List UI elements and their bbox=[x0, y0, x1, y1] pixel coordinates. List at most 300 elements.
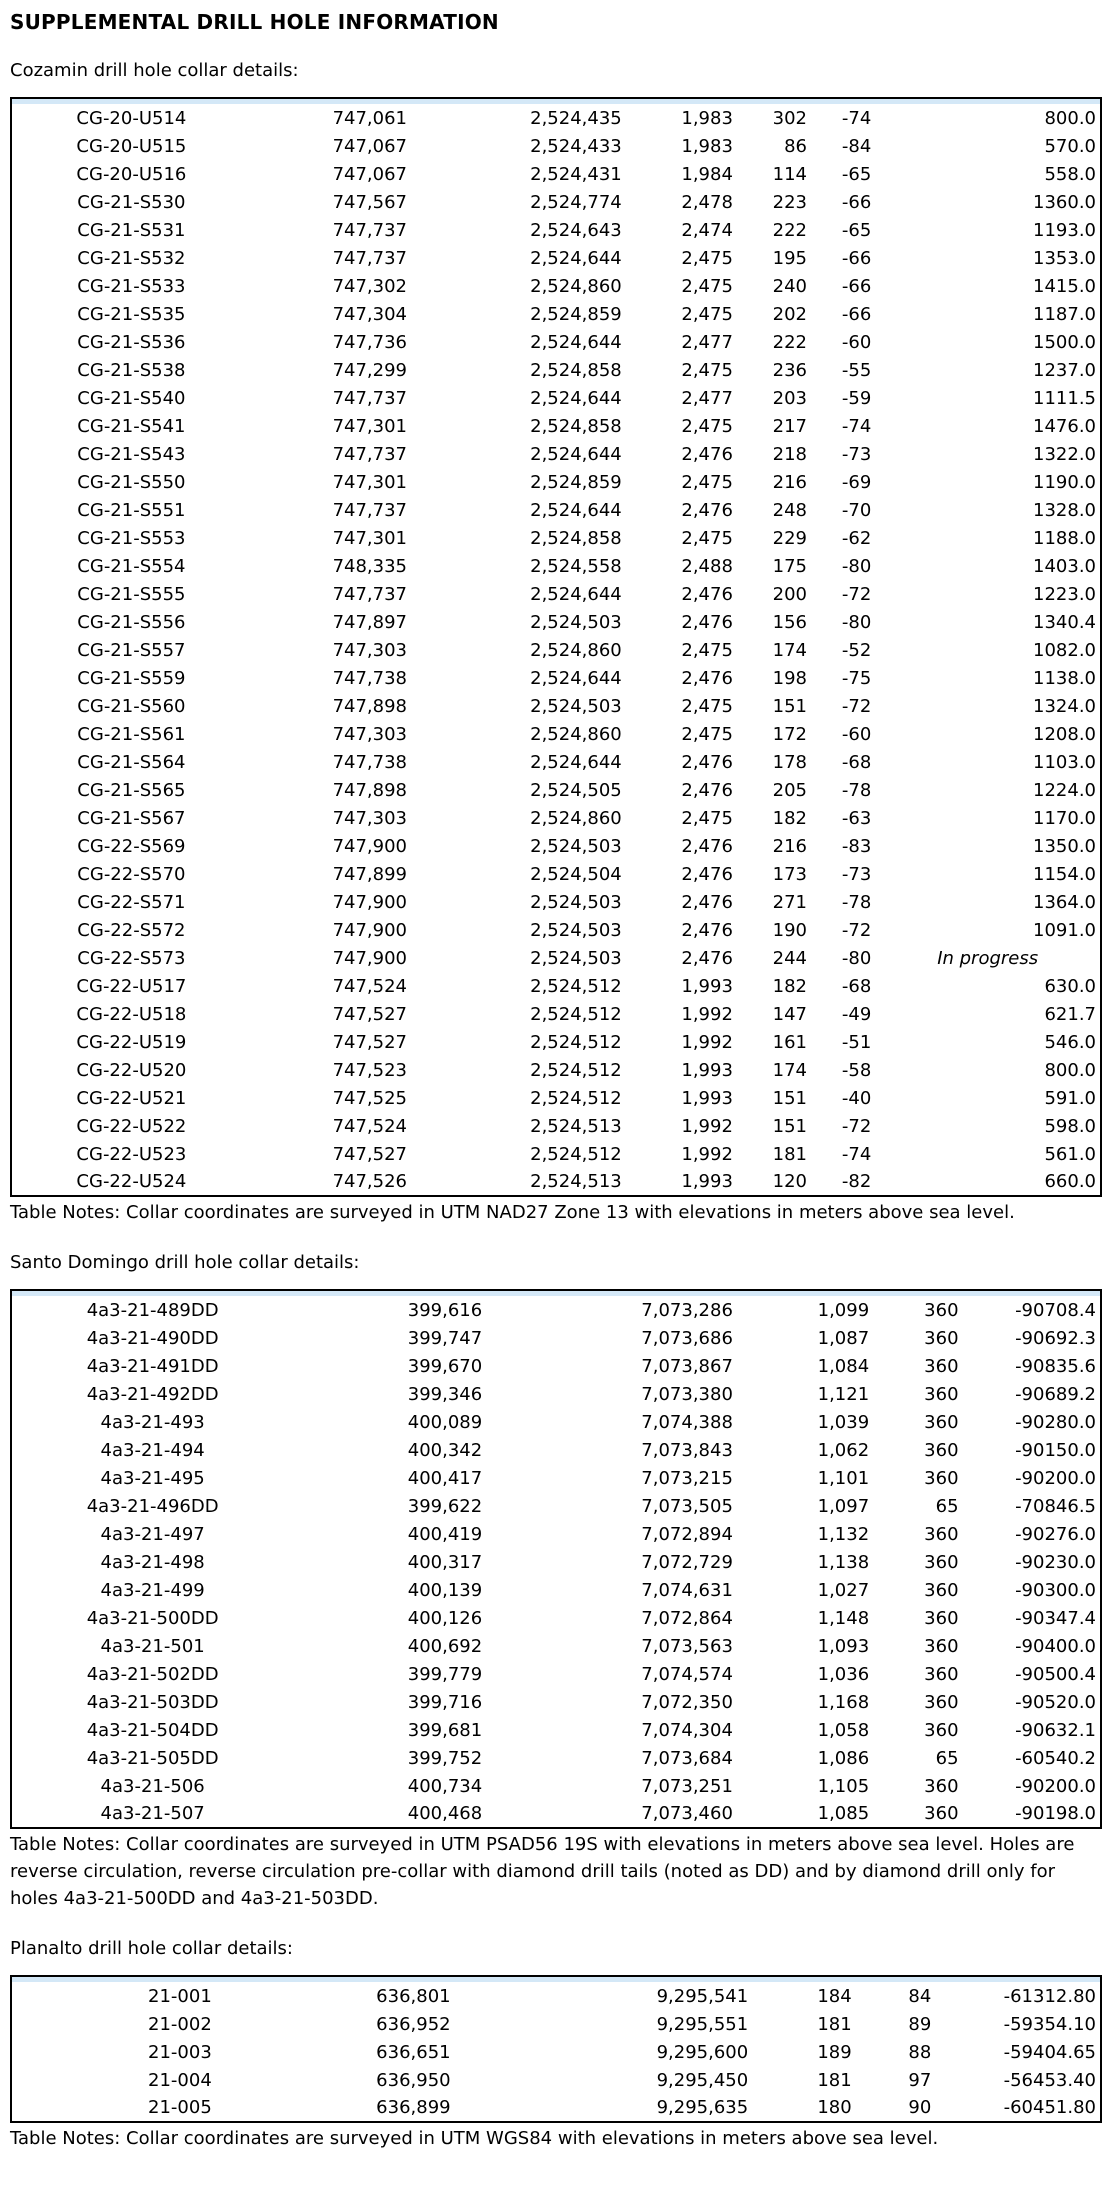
cell-elevation: 2,476 bbox=[681, 499, 733, 521]
cell-elevation: 1,099 bbox=[817, 1299, 870, 1321]
cell-dip: -66 bbox=[841, 275, 872, 297]
cell-azimuth: 216 bbox=[772, 471, 808, 493]
cell-easting: 747,737 bbox=[332, 387, 408, 409]
cell-azimuth: 360 bbox=[924, 1607, 959, 1629]
cell-azimuth: 271 bbox=[772, 891, 808, 913]
cell-azimuth: 65 bbox=[935, 1747, 959, 1769]
cell-dip-depth: -90150.0 bbox=[1015, 1439, 1096, 1461]
table-row bbox=[11, 552, 1101, 580]
cell-easting: 636,952 bbox=[376, 2013, 451, 2035]
cell-easting: 399,346 bbox=[407, 1383, 483, 1405]
table-row bbox=[11, 188, 1101, 216]
cell-northing: 2,524,644 bbox=[530, 387, 622, 409]
cell-dip: -78 bbox=[841, 891, 872, 913]
cell-dip: -70 bbox=[841, 499, 872, 521]
cell-northing: 2,524,513 bbox=[530, 1115, 622, 1137]
cell-azimuth: 147 bbox=[772, 1003, 808, 1025]
cell-dip-depth: -90200.0 bbox=[1015, 1775, 1096, 1797]
cell-northing: 2,524,503 bbox=[530, 891, 622, 913]
cell-easting: 399,670 bbox=[407, 1355, 483, 1377]
cell-dip-depth: -90689.2 bbox=[1015, 1383, 1096, 1405]
cell-easting: 747,067 bbox=[332, 163, 408, 185]
cell-dip: -66 bbox=[841, 191, 872, 213]
table-row bbox=[11, 804, 1101, 832]
cell-depth: 1364.0 bbox=[1033, 891, 1096, 913]
cell-hole-id: 4a3-21-498 bbox=[100, 1551, 205, 1573]
cell-northing: 9,295,635 bbox=[656, 2097, 749, 2118]
cell-dip: -72 bbox=[841, 695, 872, 717]
cell-easting: 399,622 bbox=[407, 1495, 483, 1517]
cell-northing: 2,524,644 bbox=[530, 247, 622, 269]
cell-elevation: 2,475 bbox=[681, 247, 733, 269]
cell-dip: -60 bbox=[841, 723, 872, 745]
cell-azimuth: 88 bbox=[908, 2041, 932, 2063]
table-row bbox=[11, 1352, 1101, 1380]
cell-dip: -68 bbox=[841, 751, 872, 773]
cell-northing: 7,072,894 bbox=[641, 1523, 733, 1545]
cell-dip: -72 bbox=[841, 919, 872, 941]
cell-easting: 747,299 bbox=[332, 359, 408, 381]
cell-azimuth: 360 bbox=[924, 1551, 959, 1573]
cell-easting: 747,061 bbox=[332, 107, 408, 129]
cell-northing: 7,072,350 bbox=[641, 1691, 733, 1713]
cell-elevation: 1,983 bbox=[681, 135, 733, 157]
cell-hole-id: 4a3-21-493 bbox=[100, 1411, 205, 1433]
cell-dip: -73 bbox=[841, 443, 872, 465]
cell-hole-id: 4a3-21-501 bbox=[100, 1635, 205, 1657]
cell-hole-id: 4a3-21-497 bbox=[100, 1523, 205, 1545]
cell-depth: 1353.0 bbox=[1033, 247, 1096, 269]
cell-easting: 400,139 bbox=[407, 1579, 483, 1601]
table-row bbox=[11, 1576, 1101, 1604]
cell-azimuth: 360 bbox=[924, 1719, 959, 1741]
cell-depth: 621.7 bbox=[1044, 1003, 1096, 1025]
cell-dip-depth: -56453.40 bbox=[1003, 2069, 1096, 2091]
cell-northing: 7,073,505 bbox=[641, 1495, 733, 1517]
cell-elevation: 1,085 bbox=[817, 1803, 870, 1824]
cell-easting: 747,900 bbox=[332, 947, 408, 969]
cell-easting: 400,734 bbox=[407, 1775, 483, 1797]
cell-depth: 1187.0 bbox=[1033, 303, 1096, 325]
planalto-collar-table bbox=[10, 1975, 1102, 2123]
cell-hole-id: CG-22-U523 bbox=[76, 1143, 187, 1165]
cell-easting: 636,950 bbox=[376, 2069, 451, 2091]
cell-hole-id: CG-21-S550 bbox=[77, 471, 186, 493]
cell-easting: 747,527 bbox=[332, 1003, 408, 1025]
table-note-santo-domingo: Table Notes: Collar coordinates are surveyed in UTM PSAD56 19S with elevations in meters above sea level. Holes are reverse circulation, reverse circulation pre-collar with diamond drill tails (noted as DD) and by diamond drill only for holes 4a3-21-500DD and 4a3-21-503DD. bbox=[10, 1834, 1075, 1909]
cell-dip-depth: -90347.4 bbox=[1015, 1607, 1096, 1629]
cell-dip: -68 bbox=[841, 975, 872, 997]
cell-northing: 2,524,513 bbox=[530, 1171, 622, 1192]
cell-elevation: 1,138 bbox=[817, 1551, 870, 1573]
table-row bbox=[11, 412, 1101, 440]
cell-northing: 2,524,858 bbox=[530, 359, 622, 381]
cell-easting: 747,738 bbox=[332, 667, 408, 689]
table-note-cozamin: Table Notes: Collar coordinates are surveyed in UTM NAD27 Zone 13 with elevations in meters above sea level. bbox=[10, 1202, 1015, 1223]
table-row bbox=[11, 1982, 1101, 2010]
cell-hole-id: 4a3-21-499 bbox=[100, 1579, 205, 1601]
cell-easting: 747,736 bbox=[332, 331, 408, 353]
cell-hole-id: CG-21-S543 bbox=[77, 443, 186, 465]
cell-easting: 400,317 bbox=[407, 1551, 483, 1573]
cell-northing: 2,524,860 bbox=[530, 275, 622, 297]
cell-northing: 2,524,512 bbox=[530, 975, 622, 997]
table-row bbox=[11, 2094, 1101, 2122]
cell-dip: -72 bbox=[841, 583, 872, 605]
cell-depth: 1190.0 bbox=[1033, 471, 1096, 493]
cell-hole-id: CG-21-S536 bbox=[77, 331, 186, 353]
cell-depth: 1082.0 bbox=[1033, 639, 1096, 661]
cell-azimuth: 84 bbox=[908, 1985, 932, 2007]
cell-easting: 747,303 bbox=[332, 807, 408, 829]
table-row bbox=[11, 1492, 1101, 1520]
cell-easting: 747,302 bbox=[332, 275, 408, 297]
cell-hole-id: 4a3-21-505DD bbox=[86, 1747, 219, 1769]
cell-depth: 800.0 bbox=[1044, 1059, 1096, 1081]
cell-easting: 636,801 bbox=[376, 1985, 451, 2007]
cell-elevation: 2,476 bbox=[681, 919, 733, 941]
table-row bbox=[11, 860, 1101, 888]
cell-northing: 2,524,644 bbox=[530, 667, 622, 689]
cell-easting: 399,779 bbox=[407, 1663, 483, 1685]
cell-depth: 1091.0 bbox=[1033, 919, 1096, 941]
cell-azimuth: 302 bbox=[772, 107, 808, 129]
cell-northing: 2,524,512 bbox=[530, 1143, 622, 1165]
cell-azimuth: 198 bbox=[772, 667, 808, 689]
cell-northing: 2,524,859 bbox=[530, 303, 622, 325]
cell-hole-id: CG-21-S553 bbox=[77, 527, 186, 549]
cell-elevation: 1,086 bbox=[817, 1747, 870, 1769]
cell-hole-id: CG-21-S557 bbox=[77, 639, 186, 661]
table-row bbox=[11, 468, 1101, 496]
cell-hole-id: CG-22-S572 bbox=[77, 919, 186, 941]
cell-easting: 747,737 bbox=[332, 583, 408, 605]
cell-azimuth: 156 bbox=[772, 611, 808, 633]
table-row bbox=[11, 1380, 1101, 1408]
table-row bbox=[11, 160, 1101, 188]
cell-easting: 399,747 bbox=[407, 1327, 483, 1349]
cell-hole-id: 4a3-21-507 bbox=[100, 1803, 205, 1824]
cell-elevation: 2,475 bbox=[681, 807, 733, 829]
cell-elevation: 1,084 bbox=[817, 1355, 870, 1377]
cell-dip: -59 bbox=[841, 387, 872, 409]
cell-hole-id: CG-21-S565 bbox=[77, 779, 186, 801]
cell-elevation: 1,101 bbox=[817, 1467, 870, 1489]
cell-hole-id: CG-20-U515 bbox=[76, 135, 187, 157]
cell-dip: -40 bbox=[841, 1087, 872, 1109]
cell-easting: 747,738 bbox=[332, 751, 408, 773]
cell-northing: 7,073,460 bbox=[641, 1803, 733, 1824]
cell-northing: 2,524,858 bbox=[530, 415, 622, 437]
cell-elevation: 2,474 bbox=[681, 219, 733, 241]
cell-hole-id: CG-21-S560 bbox=[77, 695, 186, 717]
cell-depth: 1138.0 bbox=[1033, 667, 1096, 689]
cell-hole-id: 4a3-21-494 bbox=[100, 1439, 205, 1461]
cell-elevation: 1,148 bbox=[817, 1607, 870, 1629]
cell-dip-depth: -61312.80 bbox=[1003, 1985, 1096, 2007]
cell-hole-id: 21-005 bbox=[148, 2097, 212, 2118]
cell-elevation: 2,475 bbox=[681, 723, 733, 745]
cell-northing: 2,524,644 bbox=[530, 751, 622, 773]
cell-northing: 2,524,859 bbox=[530, 471, 622, 493]
cell-easting: 747,900 bbox=[332, 919, 408, 941]
cell-hole-id: 4a3-21-491DD bbox=[86, 1355, 219, 1377]
cell-northing: 2,524,431 bbox=[530, 163, 622, 185]
cell-hole-id: CG-21-S556 bbox=[77, 611, 186, 633]
cell-hole-id: CG-22-U520 bbox=[76, 1059, 187, 1081]
table-row bbox=[11, 944, 1101, 972]
table-row bbox=[11, 356, 1101, 384]
cell-elevation: 184 bbox=[817, 1985, 852, 2007]
cell-dip: -62 bbox=[841, 527, 872, 549]
cell-azimuth: 151 bbox=[772, 1115, 808, 1137]
cell-azimuth: 360 bbox=[924, 1383, 959, 1405]
cell-azimuth: 360 bbox=[924, 1691, 959, 1713]
cell-northing: 2,524,503 bbox=[530, 695, 622, 717]
section-label-cozamin: Cozamin drill hole collar details: bbox=[10, 60, 299, 81]
cell-elevation: 1,039 bbox=[817, 1411, 870, 1433]
cell-elevation: 2,476 bbox=[681, 835, 733, 857]
cell-easting: 400,417 bbox=[407, 1467, 483, 1489]
cell-northing: 9,295,551 bbox=[656, 2013, 749, 2035]
table-row bbox=[11, 1744, 1101, 1772]
cell-elevation: 1,984 bbox=[681, 163, 733, 185]
cell-hole-id: CG-21-S564 bbox=[77, 751, 186, 773]
cell-northing: 2,524,644 bbox=[530, 331, 622, 353]
table-row bbox=[11, 1324, 1101, 1352]
table-row bbox=[11, 1056, 1101, 1084]
cell-dip: -84 bbox=[841, 135, 872, 157]
cell-northing: 7,073,867 bbox=[641, 1355, 733, 1377]
cell-dip-depth: -70846.5 bbox=[1015, 1495, 1096, 1517]
cell-azimuth: 229 bbox=[772, 527, 808, 549]
cell-azimuth: 223 bbox=[772, 191, 808, 213]
table-row bbox=[11, 1000, 1101, 1028]
cell-azimuth: 182 bbox=[772, 807, 808, 829]
cell-hole-id: 4a3-21-492DD bbox=[86, 1383, 219, 1405]
table-row bbox=[11, 1800, 1101, 1828]
cell-easting: 747,067 bbox=[332, 135, 408, 157]
cell-elevation: 2,476 bbox=[681, 947, 733, 969]
cell-hole-id: 4a3-21-506 bbox=[100, 1775, 205, 1797]
table-row bbox=[11, 1084, 1101, 1112]
section-planalto bbox=[10, 1936, 1102, 2152]
cell-depth: 1170.0 bbox=[1033, 807, 1096, 829]
cell-hole-id: CG-21-S533 bbox=[77, 275, 186, 297]
table-row bbox=[11, 916, 1101, 944]
cell-hole-id: CG-22-U522 bbox=[76, 1115, 187, 1137]
cell-easting: 747,301 bbox=[332, 415, 408, 437]
section-santo-domingo bbox=[10, 1250, 1102, 1912]
cell-elevation: 1,992 bbox=[681, 1115, 733, 1137]
cell-northing: 9,295,600 bbox=[656, 2041, 749, 2063]
cell-azimuth: 217 bbox=[772, 415, 808, 437]
cell-hole-id: CG-22-S571 bbox=[77, 891, 186, 913]
cell-northing: 2,524,860 bbox=[530, 639, 622, 661]
cell-dip: -69 bbox=[841, 471, 872, 493]
table-row bbox=[11, 384, 1101, 412]
cell-azimuth: 97 bbox=[908, 2069, 932, 2091]
table-row bbox=[11, 2038, 1101, 2066]
cell-hole-id: 21-004 bbox=[148, 2069, 212, 2091]
cell-easting: 747,303 bbox=[332, 639, 408, 661]
cell-hole-id: CG-21-S530 bbox=[77, 191, 186, 213]
cell-dip: -58 bbox=[841, 1059, 872, 1081]
cell-dip: -80 bbox=[841, 947, 872, 969]
cell-azimuth: 360 bbox=[924, 1803, 959, 1824]
cell-dip: -65 bbox=[841, 163, 872, 185]
cell-hole-id: CG-22-U517 bbox=[76, 975, 187, 997]
cell-elevation: 1,993 bbox=[681, 1087, 733, 1109]
cell-northing: 2,524,512 bbox=[530, 1003, 622, 1025]
table-row bbox=[11, 1168, 1101, 1196]
cell-dip-depth: -90400.0 bbox=[1015, 1635, 1096, 1657]
table-row bbox=[11, 888, 1101, 916]
cell-northing: 7,073,251 bbox=[641, 1775, 733, 1797]
cell-elevation: 2,476 bbox=[681, 611, 733, 633]
cell-azimuth: 240 bbox=[772, 275, 808, 297]
santo-domingo-collar-table bbox=[10, 1289, 1102, 1829]
cell-depth: 1340.4 bbox=[1033, 611, 1096, 633]
cell-hole-id: 4a3-21-503DD bbox=[86, 1691, 219, 1713]
cell-depth: 1324.0 bbox=[1033, 695, 1096, 717]
cell-azimuth: 236 bbox=[772, 359, 808, 381]
cell-easting: 747,523 bbox=[332, 1059, 408, 1081]
table-row bbox=[11, 524, 1101, 552]
cell-dip: -49 bbox=[841, 1003, 872, 1025]
cell-elevation: 2,476 bbox=[681, 667, 733, 689]
cell-elevation: 181 bbox=[817, 2013, 852, 2035]
cell-easting: 747,524 bbox=[332, 1115, 408, 1137]
cell-depth: 1223.0 bbox=[1033, 583, 1096, 605]
cell-depth: 1350.0 bbox=[1033, 835, 1096, 857]
cell-depth: 1103.0 bbox=[1033, 751, 1096, 773]
cell-azimuth: 218 bbox=[772, 443, 808, 465]
cell-depth: In progress bbox=[937, 947, 1039, 969]
table-row bbox=[11, 1632, 1101, 1660]
cell-easting: 400,419 bbox=[407, 1523, 483, 1545]
cell-elevation: 1,132 bbox=[817, 1523, 870, 1545]
table-row bbox=[11, 636, 1101, 664]
cell-hole-id: CG-22-U524 bbox=[76, 1171, 187, 1192]
cell-dip-depth: -59354.10 bbox=[1003, 2013, 1096, 2035]
cell-elevation: 2,478 bbox=[681, 191, 733, 213]
cell-elevation: 2,475 bbox=[681, 415, 733, 437]
cell-easting: 399,752 bbox=[407, 1747, 483, 1769]
cell-easting: 747,527 bbox=[332, 1031, 408, 1053]
table-row bbox=[11, 972, 1101, 1000]
cell-depth: 1237.0 bbox=[1033, 359, 1096, 381]
cell-azimuth: 182 bbox=[772, 975, 808, 997]
cell-elevation: 1,121 bbox=[817, 1383, 870, 1405]
table-row bbox=[11, 1436, 1101, 1464]
cell-northing: 7,074,388 bbox=[641, 1411, 733, 1433]
cell-azimuth: 222 bbox=[772, 219, 808, 241]
cell-elevation: 2,475 bbox=[681, 527, 733, 549]
cell-easting: 399,616 bbox=[407, 1299, 483, 1321]
cell-hole-id: CG-22-S569 bbox=[77, 835, 186, 857]
cell-easting: 747,527 bbox=[332, 1143, 408, 1165]
cell-dip: -66 bbox=[841, 247, 872, 269]
cell-northing: 2,524,858 bbox=[530, 527, 622, 549]
cell-dip: -55 bbox=[841, 359, 872, 381]
cell-hole-id: CG-22-S570 bbox=[77, 863, 186, 885]
cell-dip: -80 bbox=[841, 611, 872, 633]
cell-dip-depth: -90632.1 bbox=[1015, 1719, 1096, 1741]
cell-dip-depth: -90692.3 bbox=[1015, 1327, 1096, 1349]
cell-elevation: 2,476 bbox=[681, 583, 733, 605]
cell-easting: 399,716 bbox=[407, 1691, 483, 1713]
table-row bbox=[11, 1772, 1101, 1800]
cell-easting: 400,089 bbox=[407, 1411, 483, 1433]
cell-azimuth: 360 bbox=[924, 1411, 959, 1433]
cell-hole-id: 4a3-21-489DD bbox=[86, 1299, 219, 1321]
cell-dip-depth: -60451.80 bbox=[1003, 2097, 1096, 2118]
table-row bbox=[11, 1028, 1101, 1056]
table-row bbox=[11, 776, 1101, 804]
cell-northing: 7,072,729 bbox=[641, 1551, 733, 1573]
cell-northing: 2,524,860 bbox=[530, 723, 622, 745]
cell-dip-depth: -90520.0 bbox=[1015, 1691, 1096, 1713]
cell-azimuth: 216 bbox=[772, 835, 808, 857]
cell-dip: -74 bbox=[841, 415, 872, 437]
cell-elevation: 1,168 bbox=[817, 1691, 870, 1713]
cell-elevation: 1,992 bbox=[681, 1003, 733, 1025]
cell-dip: -75 bbox=[841, 667, 872, 689]
cell-hole-id: 4a3-21-495 bbox=[100, 1467, 205, 1489]
cell-depth: 800.0 bbox=[1044, 107, 1096, 129]
cell-northing: 2,524,644 bbox=[530, 583, 622, 605]
table-row bbox=[11, 692, 1101, 720]
table-row bbox=[11, 496, 1101, 524]
cell-hole-id: 4a3-21-500DD bbox=[86, 1607, 219, 1629]
table-row bbox=[11, 720, 1101, 748]
cell-depth: 546.0 bbox=[1044, 1031, 1096, 1053]
cell-elevation: 1,062 bbox=[817, 1439, 870, 1461]
cell-depth: 1328.0 bbox=[1033, 499, 1096, 521]
cell-elevation: 2,475 bbox=[681, 359, 733, 381]
cell-azimuth: 190 bbox=[772, 919, 808, 941]
cell-depth: 1111.5 bbox=[1033, 387, 1096, 409]
cell-hole-id: CG-21-S555 bbox=[77, 583, 186, 605]
cell-hole-id: CG-22-U518 bbox=[76, 1003, 187, 1025]
cell-elevation: 180 bbox=[817, 2097, 852, 2118]
cell-easting: 400,692 bbox=[407, 1635, 483, 1657]
cell-azimuth: 360 bbox=[924, 1663, 959, 1685]
cell-dip-depth: -90198.0 bbox=[1015, 1803, 1096, 1824]
cell-dip: -60 bbox=[841, 331, 872, 353]
cell-azimuth: 244 bbox=[772, 947, 808, 969]
cell-northing: 7,073,563 bbox=[641, 1635, 733, 1657]
cell-elevation: 1,992 bbox=[681, 1031, 733, 1053]
cell-easting: 747,737 bbox=[332, 219, 408, 241]
page-title: SUPPLEMENTAL DRILL HOLE INFORMATION bbox=[10, 10, 499, 34]
table-row bbox=[11, 1112, 1101, 1140]
table-row bbox=[11, 1464, 1101, 1492]
cell-hole-id: 4a3-21-490DD bbox=[86, 1327, 219, 1349]
cell-northing: 2,524,558 bbox=[530, 555, 622, 577]
cell-elevation: 1,993 bbox=[681, 975, 733, 997]
cell-azimuth: 360 bbox=[924, 1579, 959, 1601]
cell-northing: 2,524,435 bbox=[530, 107, 622, 129]
cell-easting: 747,525 bbox=[332, 1087, 408, 1109]
cell-depth: 1360.0 bbox=[1033, 191, 1096, 213]
cell-northing: 2,524,503 bbox=[530, 947, 622, 969]
cell-elevation: 2,476 bbox=[681, 891, 733, 913]
table-note-planalto: Table Notes: Collar coordinates are surveyed in UTM WGS84 with elevations in meters above sea level. bbox=[10, 2128, 939, 2149]
cell-hole-id: CG-21-S541 bbox=[77, 415, 186, 437]
cell-dip: -74 bbox=[841, 1143, 872, 1165]
